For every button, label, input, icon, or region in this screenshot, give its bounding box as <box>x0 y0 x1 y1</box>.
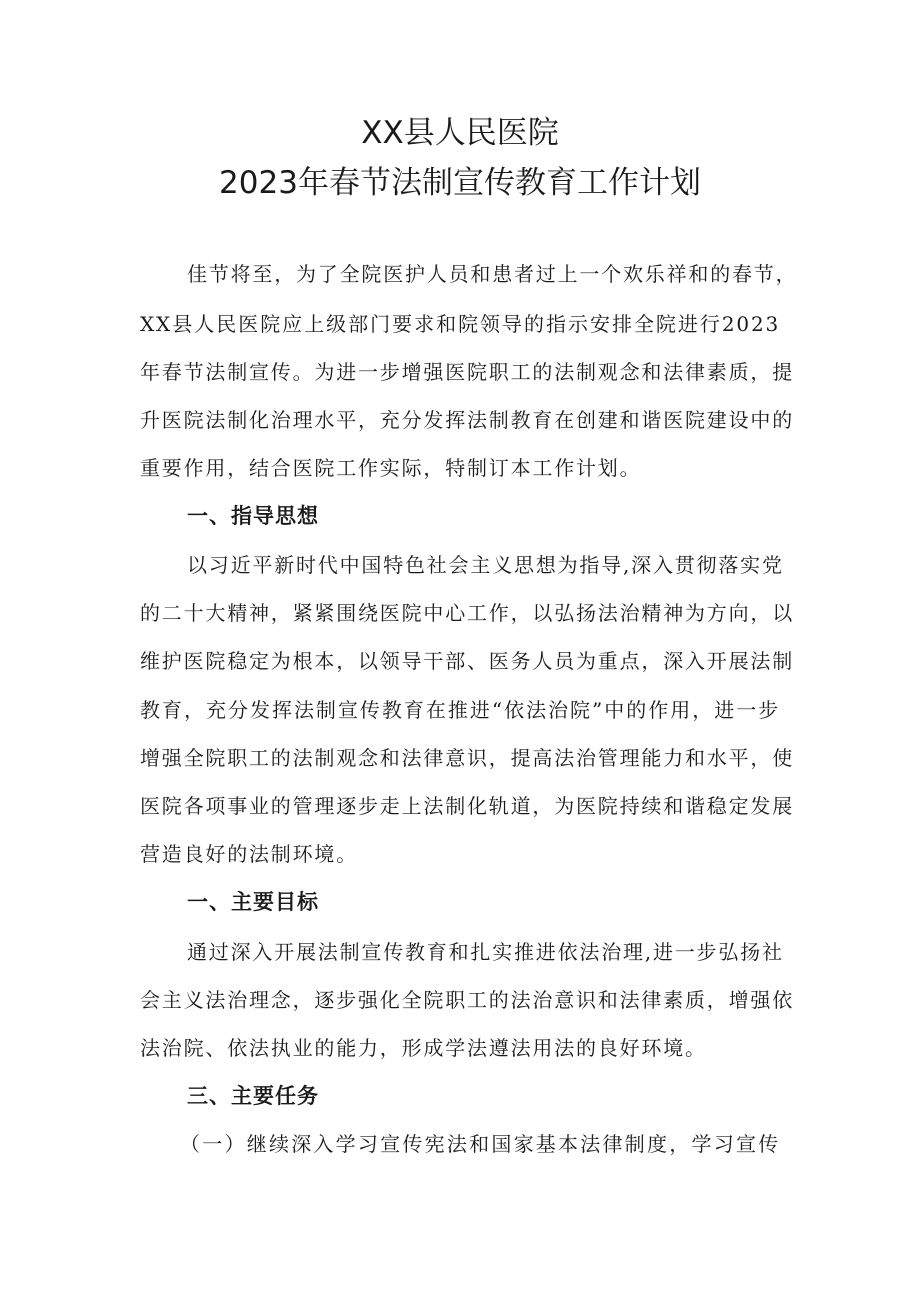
intro-line-2: XX县人民医院应上级部门要求和院领导的指示安排全院进行2023 <box>140 312 780 336</box>
intro-line-5: 重要作用，结合医院工作实际，特制订本工作计划。 <box>140 456 642 480</box>
intro-line-4: 升医院法制化治理水平，充分发挥法制教育在创建和谐医院建设中的 <box>140 408 794 432</box>
intro-line-3: 年春节法制宣传。为进一步增强医院职工的法制观念和法律素质，提 <box>140 360 794 384</box>
section-heading-guiding-ideology: 一、指导思想 <box>187 504 319 528</box>
section-heading-main-tasks: 三、主要任务 <box>187 1084 319 1108</box>
document-title-hospital: XX县人民医院 <box>361 115 559 151</box>
section1-line-6: 医院各项事业的管理逐步走上法制化轨道，为医院持续和谐稳定发展 <box>140 794 794 818</box>
section1-line-5: 增强全院职工的法制观念和法律意识，提高法治管理能力和水平，使 <box>140 746 794 770</box>
section1-line-2: 的二十大精神，紧紧围绕医院中心工作，以弘扬法治精神为方向，以 <box>140 601 794 625</box>
section2-line-1: 通过深入开展法制宣传教育和扎实推进依法治理,进一步弘扬社 <box>187 940 784 964</box>
section1-line-7: 营造良好的法制环境。 <box>140 842 358 866</box>
section1-line-1: 以习近平新时代中国特色社会主义思想为指导,深入贯彻落实党 <box>187 553 784 577</box>
section2-line-3: 法治院、依法执业的能力，形成学法遵法用法的良好环境。 <box>140 1036 707 1060</box>
section1-line-4: 教育，充分发挥法制宣传教育在推进“依法治院”中的作用，进一步 <box>140 698 780 722</box>
section-heading-main-goals: 一、主要目标 <box>187 890 319 914</box>
section2-line-2: 会主义法治理念，逐步强化全院职工的法治意识和法律素质，增强依 <box>140 988 794 1012</box>
document-title-plan: 2023年春节法制宣传教育工作计划 <box>219 165 701 201</box>
intro-line-1: 佳节将至，为了全院医护人员和患者过上一个欢乐祥和的春节， <box>187 262 798 286</box>
section1-line-3: 维护医院稳定为根本，以领导干部、医务人员为重点，深入开展法制 <box>140 649 794 673</box>
section3-line-1: （一）继续深入学习宣传宪法和国家基本法律制度，学习宣传 <box>180 1132 780 1156</box>
